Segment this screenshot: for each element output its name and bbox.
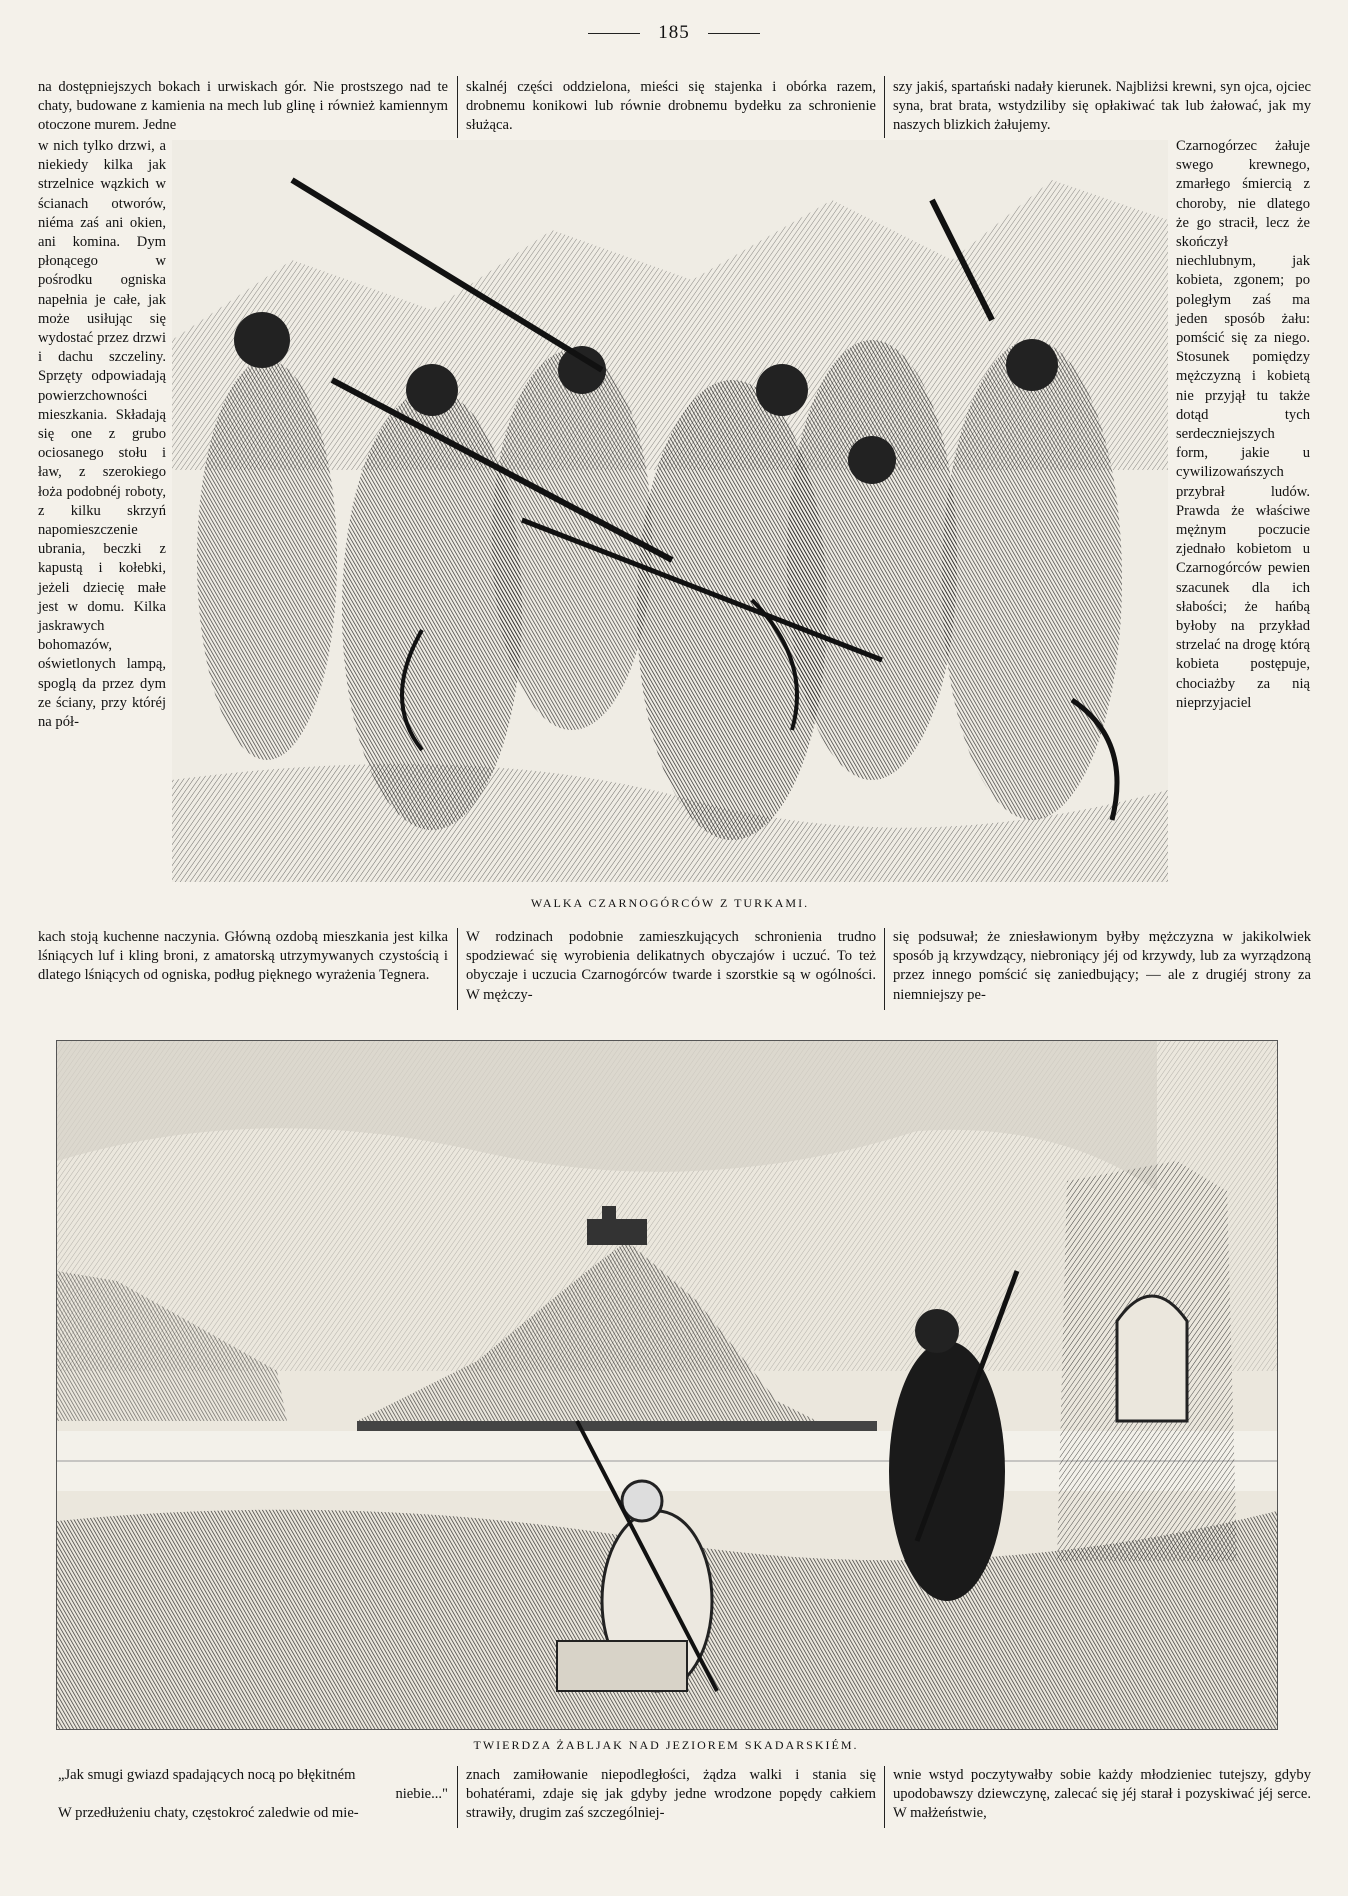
header-rule-right (708, 33, 760, 34)
left-narrow-column: w nich tylko drzwi, a niekiedy kilka jak strzelnice wązkich w ścianach otworów, niéma zaś ani okien, ani komina. Dym płonącego w pośrodku ogniska napełnia je całe, jak może usiłując się wydostać przez drzwi i dachu szczeliny. Sprzęty odpowiadają powierzchowności mieszkania. Składają się one z grubo ociosanego stołu i ław, z szerokiego łoża podobnéj roboty, z kilku skrzyń napomieszczenie ubrania, beczki z kapustą i kołebki, jeżeli dziecię małe jest w domu. Kilka jaskrawych bohomazów, oświetlonych lampą, spoglą da przez dym ze ściany, przy któréj na pół- (38, 138, 166, 731)
quote-line-2: niebie..." (395, 1786, 448, 1803)
top-col2-foot: W rodzinach podobnie zamieszkujących schronienia trudno spodziewać się wyrobienia delikatnych obyczajów i uczuć. To też obyczaje i uczucia Czarnogórców twarde i szorstkie są w ogólności. W mężczy- (466, 929, 876, 1003)
top-col1-foot: kach stoją kuchenne naczynia. Główną ozdobą mieszkania jest kilka lśniących luf i kling broni, z amatorską utrzymywanych czystością i dlatego lśniących od ogniska, podług pięknego wyrażenia Tegnera. (38, 929, 448, 984)
bottom-col3: wnie wstyd poczytywałby sobie każdy młodzieniec tutejszy, gdyby upodobawszy dziewczynę, zalecać się jéj starał i pozyskiwać jéj serce. W małżeństwie, (893, 1767, 1311, 1822)
header-rule-left (588, 33, 640, 34)
quote-line-1: „Jak smugi gwiazd spadających nocą po błękitném (58, 1767, 356, 1783)
para-line: W przedłużeniu chaty, częstokroć zaledwie od mie- (58, 1805, 359, 1822)
bottom-col1 (38, 1766, 448, 1824)
top-col2-head: skalnéj części oddzielona, mieści się stajenka i obórka razem, drobnemu konikowi lub równie drobnemu bydełku za schronienie służąca. (466, 79, 876, 134)
page-number-text: 185 (658, 22, 690, 43)
page-number (0, 22, 1348, 44)
column-rule (884, 1766, 885, 1828)
right-narrow-column: Czarnogórzec żałuje swego krewnego, zmarłego śmiercią z choroby, nie dlatego że go stracił, lecz że skończył niechlubnym, jak kobieta, zgonem; po poległym zaś ma jeden sposób żału: pomścić się za niego. Stosunek pomiędzy mężczyzną i kobietą nie przyjął tu także dotąd tych serdeczniejszych form, jakie u cywilizowańszych przybrał ludów. Prawda że właściwe mężnym poczucie zjednało kobietom u Czarnogórców pewien szacunek dla ich słabości; że hańbą byłoby na przykład strzelać na drogę którą kobieta postępuje, chociażby za nią nieprzyjaciel (1176, 138, 1310, 711)
battle-caption: WALKA CZARNOGÓRCÓW Z TURKAMI. (530, 896, 810, 910)
column-rule (884, 928, 885, 1010)
top-col3-head: szy jakiś, spartański nadały kierunek. Najbliżsi krewni, syn ojca, ojciec syna, brat brata, wstydziliby się opłakiwać tak lub żałować, jak my naszych blizkich żałujemy. (893, 79, 1311, 134)
column-rule (457, 76, 458, 138)
bottom-col2: znach zamiłowanie niepodległości, żądza walki i stania się bohatérami, zdaje się jak gdyby jedne wrodzone popędy całkiem strawiły, drugim zaś szczególniej- (466, 1767, 876, 1822)
column-rule (457, 928, 458, 1010)
top-col3-foot: się podsuwał; że zniesławionym byłby mężczyzna w jakikolwiek sposób ją krzywdzący, niebroniący jéj od krzywdy, lub za wyrządzoną przez innego pomścić się zaniedbujący; — ale z drugiéj strony za niemniejszy pe- (893, 929, 1311, 1003)
fortress-engraving (56, 1040, 1278, 1730)
battle-engraving (172, 140, 1168, 882)
column-rule (884, 76, 885, 138)
top-col1-head: na dostępniejszych bokach i urwiskach gór. Nie prostszego nad te chaty, budowane z kamienia na mech lub glinę i również kamiennym otoczone murem. Jedne (38, 79, 448, 134)
fortress-caption: TWIERDZA ŻABLJAK NAD JEZIOREM SKADARSKIÉM. (473, 1738, 859, 1752)
column-rule (457, 1766, 458, 1828)
